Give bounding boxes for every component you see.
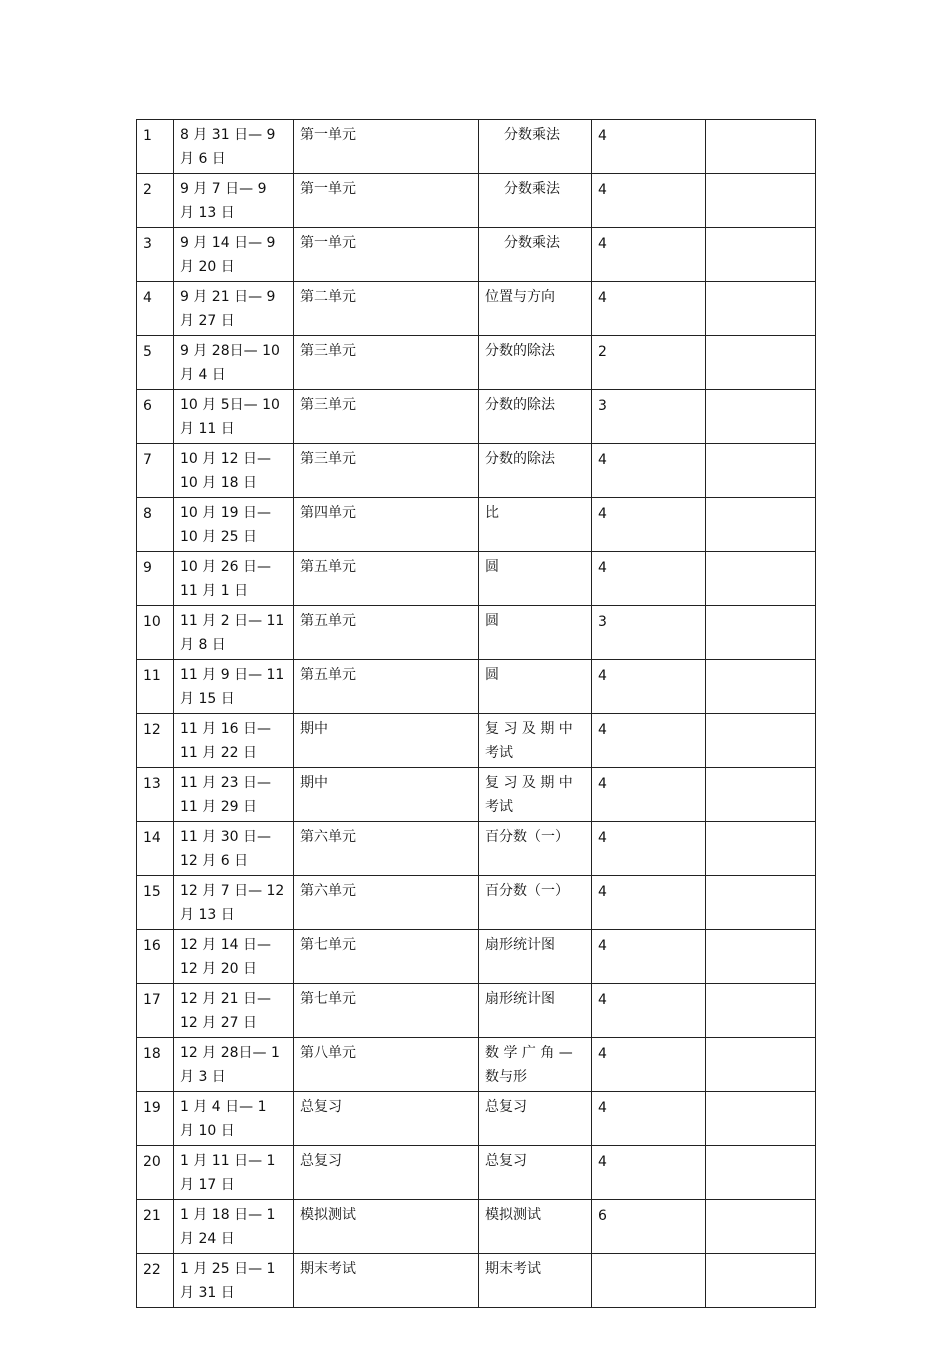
topic-name: 总复习 [485, 1153, 527, 1169]
hours-cell [592, 498, 706, 552]
week-number: 8 [143, 506, 152, 522]
notes-cell [706, 228, 816, 282]
table-row [137, 552, 816, 606]
date-range-cell [174, 174, 294, 228]
date-range-cell [174, 876, 294, 930]
date-range-line-1: 10 月 26 日— [180, 559, 271, 575]
week-number-cell [137, 876, 174, 930]
date-range-line-1: 8 月 31 日— 9 [180, 127, 276, 143]
date-range-cell [174, 930, 294, 984]
week-number: 5 [143, 344, 152, 360]
date-range-cell [174, 768, 294, 822]
date-range-line-2: 月 10 日 [180, 1123, 235, 1139]
unit-cell [294, 444, 479, 498]
notes-cell [706, 876, 816, 930]
week-number-cell [137, 606, 174, 660]
topic-name: 圆 [485, 559, 499, 575]
week-number: 22 [143, 1262, 161, 1278]
unit-name: 第五单元 [300, 613, 356, 629]
table-row [137, 984, 816, 1038]
notes-cell [706, 930, 816, 984]
table-row [137, 390, 816, 444]
week-number: 18 [143, 1046, 161, 1062]
table-row [137, 1146, 816, 1200]
week-number: 16 [143, 938, 161, 954]
date-range-cell [174, 1038, 294, 1092]
lesson-hours: 4 [598, 1154, 607, 1170]
notes-cell [706, 1146, 816, 1200]
date-range-line-2: 月 6 日 [180, 151, 226, 167]
hours-cell [592, 1092, 706, 1146]
topic-cell [479, 1146, 592, 1200]
date-range-cell [174, 1092, 294, 1146]
schedule-table [136, 119, 816, 1308]
topic-cell [479, 498, 592, 552]
unit-name: 第三单元 [300, 397, 356, 413]
topic-name-line-2: 考试 [485, 799, 513, 815]
lesson-hours: 4 [598, 452, 607, 468]
week-number-cell [137, 552, 174, 606]
notes-cell [706, 1200, 816, 1254]
unit-cell [294, 1146, 479, 1200]
table-row [137, 174, 816, 228]
date-range-line-1: 12 月 21 日— [180, 991, 271, 1007]
unit-name: 期中 [300, 775, 328, 791]
lesson-hours: 4 [598, 1046, 607, 1062]
notes-cell [706, 174, 816, 228]
notes-cell [706, 1254, 816, 1308]
topic-name: 比 [485, 505, 499, 521]
date-range-line-2: 12 月 27 日 [180, 1015, 257, 1031]
date-range-line-2: 月 11 日 [180, 421, 235, 437]
topic-name: 分数的除法 [485, 343, 555, 359]
hours-cell [592, 822, 706, 876]
unit-name: 第二单元 [300, 289, 356, 305]
week-number: 11 [143, 668, 161, 684]
date-range-line-2: 月 8 日 [180, 637, 226, 653]
topic-name: 圆 [485, 613, 499, 629]
hours-cell [592, 390, 706, 444]
week-number-cell [137, 498, 174, 552]
lesson-hours: 4 [598, 830, 607, 846]
week-number: 13 [143, 776, 161, 792]
topic-name: 位置与方向 [485, 289, 555, 305]
table-row [137, 1092, 816, 1146]
unit-name: 第四单元 [300, 505, 356, 521]
week-number: 3 [143, 236, 152, 252]
week-number-cell [137, 1092, 174, 1146]
date-range-line-2: 月 13 日 [180, 205, 235, 221]
hours-cell [592, 444, 706, 498]
unit-cell [294, 1038, 479, 1092]
date-range-line-2: 月 17 日 [180, 1177, 235, 1193]
topic-name: 百分数（一） [485, 829, 569, 845]
lesson-hours: 4 [598, 560, 607, 576]
unit-cell [294, 174, 479, 228]
week-number-cell [137, 444, 174, 498]
unit-cell [294, 336, 479, 390]
week-number-cell [137, 768, 174, 822]
topic-name: 扇形统计图 [485, 991, 555, 1007]
week-number: 7 [143, 452, 152, 468]
unit-name: 总复习 [300, 1153, 342, 1169]
date-range-line-2: 10 月 25 日 [180, 529, 257, 545]
date-range-cell [174, 1254, 294, 1308]
topic-cell [479, 822, 592, 876]
date-range-cell [174, 120, 294, 174]
topic-cell [479, 336, 592, 390]
date-range-cell [174, 498, 294, 552]
lesson-hours: 3 [598, 398, 607, 414]
week-number: 14 [143, 830, 161, 846]
topic-cell [479, 390, 592, 444]
table-row [137, 768, 816, 822]
week-number: 15 [143, 884, 161, 900]
topic-cell [479, 1092, 592, 1146]
topic-name: 百分数（一） [485, 883, 569, 899]
lesson-hours: 2 [598, 344, 607, 360]
date-range-line-1: 1 月 18 日— 1 [180, 1207, 276, 1223]
notes-cell [706, 120, 816, 174]
week-number-cell [137, 1254, 174, 1308]
topic-name: 扇形统计图 [485, 937, 555, 953]
date-range-line-1: 12 月 7 日— 12 [180, 883, 285, 899]
hours-cell [592, 336, 706, 390]
date-range-cell [174, 228, 294, 282]
topic-cell [479, 120, 592, 174]
date-range-cell [174, 714, 294, 768]
date-range-cell [174, 282, 294, 336]
week-number-cell [137, 930, 174, 984]
unit-cell [294, 660, 479, 714]
date-range-line-2: 月 13 日 [180, 907, 235, 923]
notes-cell [706, 1092, 816, 1146]
unit-name: 第六单元 [300, 829, 356, 845]
date-range-line-1: 11 月 16 日— [180, 721, 271, 737]
notes-cell [706, 336, 816, 390]
notes-cell [706, 714, 816, 768]
topic-cell [479, 282, 592, 336]
date-range-line-1: 10 月 12 日— [180, 451, 271, 467]
date-range-line-1: 9 月 21 日— 9 [180, 289, 276, 305]
hours-cell [592, 606, 706, 660]
unit-cell [294, 930, 479, 984]
unit-cell [294, 1254, 479, 1308]
date-range-line-2: 11 月 22 日 [180, 745, 257, 761]
hours-cell [592, 1146, 706, 1200]
date-range-cell [174, 336, 294, 390]
week-number-cell [137, 1038, 174, 1092]
unit-name: 第五单元 [300, 559, 356, 575]
unit-name: 期中 [300, 721, 328, 737]
week-number: 17 [143, 992, 161, 1008]
table-row [137, 120, 816, 174]
notes-cell [706, 444, 816, 498]
date-range-line-1: 9 月 14 日— 9 [180, 235, 276, 251]
date-range-line-1: 9 月 28日— 10 [180, 343, 280, 359]
date-range-line-2: 11 月 1 日 [180, 583, 249, 599]
hours-cell [592, 1200, 706, 1254]
date-range-cell [174, 984, 294, 1038]
topic-cell [479, 228, 592, 282]
date-range-line-2: 月 24 日 [180, 1231, 235, 1247]
table-row [137, 282, 816, 336]
unit-cell [294, 282, 479, 336]
unit-name: 第七单元 [300, 937, 356, 953]
unit-cell [294, 876, 479, 930]
lesson-hours: 4 [598, 128, 607, 144]
unit-cell [294, 606, 479, 660]
date-range-line-2: 月 15 日 [180, 691, 235, 707]
week-number: 20 [143, 1154, 161, 1170]
hours-cell [592, 174, 706, 228]
topic-cell [479, 444, 592, 498]
hours-cell [592, 660, 706, 714]
notes-cell [706, 1038, 816, 1092]
lesson-hours: 4 [598, 290, 607, 306]
notes-cell [706, 660, 816, 714]
unit-name: 第六单元 [300, 883, 356, 899]
table-row [137, 606, 816, 660]
unit-name: 第一单元 [300, 181, 356, 197]
week-number-cell [137, 1200, 174, 1254]
topic-cell [479, 606, 592, 660]
table-row [137, 876, 816, 930]
date-range-cell [174, 390, 294, 444]
week-number: 4 [143, 290, 152, 306]
topic-name: 期末考试 [485, 1261, 541, 1277]
lesson-hours: 4 [598, 506, 607, 522]
week-number: 10 [143, 614, 161, 630]
date-range-line-2: 10 月 18 日 [180, 475, 257, 491]
topic-cell [479, 552, 592, 606]
unit-cell [294, 1092, 479, 1146]
week-number: 2 [143, 182, 152, 198]
topic-name: 分数的除法 [485, 397, 555, 413]
unit-cell [294, 984, 479, 1038]
lesson-hours: 4 [598, 668, 607, 684]
topic-cell [479, 1038, 592, 1092]
unit-name: 总复习 [300, 1099, 342, 1115]
week-number: 1 [143, 128, 152, 144]
date-range-line-1: 1 月 11 日— 1 [180, 1153, 276, 1169]
topic-cell [479, 768, 592, 822]
date-range-line-2: 月 27 日 [180, 313, 235, 329]
hours-cell [592, 120, 706, 174]
date-range-cell [174, 822, 294, 876]
unit-name: 第七单元 [300, 991, 356, 1007]
topic-cell [479, 660, 592, 714]
lesson-hours: 4 [598, 182, 607, 198]
unit-cell [294, 768, 479, 822]
unit-cell [294, 552, 479, 606]
table-row [137, 228, 816, 282]
notes-cell [706, 498, 816, 552]
topic-cell [479, 930, 592, 984]
date-range-line-1: 1 月 25 日— 1 [180, 1261, 276, 1277]
unit-cell [294, 714, 479, 768]
topic-name: 总复习 [485, 1099, 527, 1115]
topic-name-line-2: 数与形 [485, 1069, 527, 1085]
week-number-cell [137, 984, 174, 1038]
unit-cell [294, 822, 479, 876]
week-number-cell [137, 228, 174, 282]
lesson-hours: 6 [598, 1208, 607, 1224]
hours-cell [592, 282, 706, 336]
notes-cell [706, 768, 816, 822]
hours-cell [592, 984, 706, 1038]
notes-cell [706, 984, 816, 1038]
unit-name: 第三单元 [300, 343, 356, 359]
hours-cell [592, 714, 706, 768]
week-number: 6 [143, 398, 152, 414]
date-range-line-2: 12 月 20 日 [180, 961, 257, 977]
topic-name: 分数乘法 [504, 181, 560, 197]
topic-name: 复 习 及 期 中 [485, 721, 573, 737]
week-number-cell [137, 120, 174, 174]
date-range-line-1: 11 月 30 日— [180, 829, 271, 845]
unit-name: 第三单元 [300, 451, 356, 467]
topic-name: 数 学 广 角 — [485, 1045, 573, 1061]
schedule-body [137, 120, 816, 1308]
week-number-cell [137, 174, 174, 228]
hours-cell [592, 228, 706, 282]
date-range-line-1: 11 月 9 日— 11 [180, 667, 285, 683]
lesson-hours: 4 [598, 776, 607, 792]
topic-name-line-2: 考试 [485, 745, 513, 761]
date-range-cell [174, 444, 294, 498]
lesson-hours: 3 [598, 614, 607, 630]
table-row [137, 336, 816, 390]
unit-name: 第八单元 [300, 1045, 356, 1061]
table-row [137, 1254, 816, 1308]
date-range-cell [174, 606, 294, 660]
hours-cell [592, 552, 706, 606]
table-row [137, 498, 816, 552]
topic-name: 分数的除法 [485, 451, 555, 467]
unit-cell [294, 1200, 479, 1254]
unit-cell [294, 390, 479, 444]
topic-cell [479, 876, 592, 930]
lesson-hours: 4 [598, 1100, 607, 1116]
date-range-line-2: 月 20 日 [180, 259, 235, 275]
week-number-cell [137, 336, 174, 390]
topic-cell [479, 984, 592, 1038]
topic-name: 分数乘法 [504, 127, 560, 143]
topic-name: 圆 [485, 667, 499, 683]
date-range-line-2: 12 月 6 日 [180, 853, 249, 869]
date-range-line-1: 12 月 28日— 1 [180, 1045, 280, 1061]
date-range-line-1: 10 月 19 日— [180, 505, 271, 521]
table-row [137, 1038, 816, 1092]
lesson-hours: 4 [598, 992, 607, 1008]
week-number-cell [137, 282, 174, 336]
date-range-line-1: 1 月 4 日— 1 [180, 1099, 267, 1115]
date-range-cell [174, 660, 294, 714]
week-number: 9 [143, 560, 152, 576]
unit-name: 第五单元 [300, 667, 356, 683]
topic-cell [479, 1200, 592, 1254]
notes-cell [706, 606, 816, 660]
date-range-line-1: 9 月 7 日— 9 [180, 181, 267, 197]
table-row [137, 660, 816, 714]
table-row [137, 930, 816, 984]
week-number-cell [137, 660, 174, 714]
lesson-hours: 4 [598, 236, 607, 252]
unit-cell [294, 120, 479, 174]
notes-cell [706, 282, 816, 336]
notes-cell [706, 552, 816, 606]
week-number: 21 [143, 1208, 161, 1224]
notes-cell [706, 822, 816, 876]
unit-name: 模拟测试 [300, 1207, 356, 1223]
week-number: 12 [143, 722, 161, 738]
week-number-cell [137, 1146, 174, 1200]
unit-cell [294, 228, 479, 282]
hours-cell [592, 768, 706, 822]
unit-name: 第一单元 [300, 127, 356, 143]
topic-name: 分数乘法 [504, 235, 560, 251]
hours-cell [592, 1038, 706, 1092]
table-row [137, 444, 816, 498]
topic-cell [479, 174, 592, 228]
topic-name: 模拟测试 [485, 1207, 541, 1223]
date-range-line-1: 11 月 23 日— [180, 775, 271, 791]
unit-name: 第一单元 [300, 235, 356, 251]
topic-cell [479, 714, 592, 768]
date-range-cell [174, 1200, 294, 1254]
unit-cell [294, 498, 479, 552]
hours-cell [592, 930, 706, 984]
hours-cell [592, 1254, 706, 1308]
date-range-cell [174, 1146, 294, 1200]
topic-cell [479, 1254, 592, 1308]
date-range-line-2: 月 4 日 [180, 367, 226, 383]
date-range-line-1: 10 月 5日— 10 [180, 397, 280, 413]
table-row [137, 1200, 816, 1254]
date-range-line-2: 月 31 日 [180, 1285, 235, 1301]
date-range-line-1: 11 月 2 日— 11 [180, 613, 285, 629]
notes-cell [706, 390, 816, 444]
topic-name: 复 习 及 期 中 [485, 775, 573, 791]
table-row [137, 714, 816, 768]
lesson-hours: 4 [598, 722, 607, 738]
week-number-cell [137, 714, 174, 768]
date-range-line-1: 12 月 14 日— [180, 937, 271, 953]
table-row [137, 822, 816, 876]
date-range-cell [174, 552, 294, 606]
hours-cell [592, 876, 706, 930]
date-range-line-2: 11 月 29 日 [180, 799, 257, 815]
lesson-hours: 4 [598, 884, 607, 900]
week-number: 19 [143, 1100, 161, 1116]
lesson-hours: 4 [598, 938, 607, 954]
week-number-cell [137, 822, 174, 876]
date-range-line-2: 月 3 日 [180, 1069, 226, 1085]
week-number-cell [137, 390, 174, 444]
unit-name: 期末考试 [300, 1261, 356, 1277]
